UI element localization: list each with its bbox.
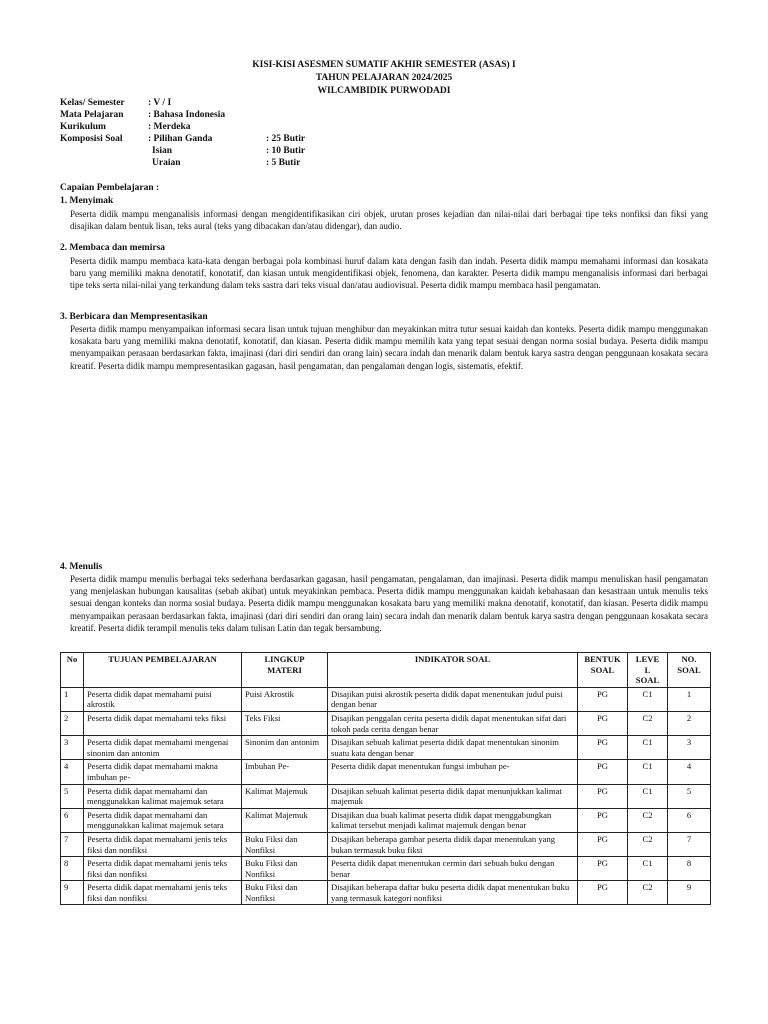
cell-lingkup: Puisi Akrostik	[242, 687, 328, 711]
cell-lingkup: Teks Fiksi	[242, 711, 328, 735]
kelas-value: : V / I	[148, 98, 172, 108]
cell-no-soal: 4	[668, 760, 711, 784]
cell-level: C2	[628, 711, 668, 735]
section-menulis-text: Peserta didik mampu menulis berbagai teks sederhana berdasarkan gagasan, hasil pengamatan, pengalaman, dan imajinasi. Peserta didik mampu menuliskan hasil pengamatan yang menjelaskan hubungan kausalitas (sebab akibat) untuk meyakinkan pembaca. Peserta didik mampu menggunakan kaidah kebahasaan dan kesastraan untuk menulis teks sesuai dengan konteks dan norma sosial budaya. Peserta didik mampu menggunakan kosakata baru yang memiliki makna denotatif, konotatif, dan kiasan. Peserta didik mampu menyampaikan perasaan berdasarkan fakta, imajinasi (dari diri sendiri dan orang lain) secara indah dan menarik dalam bentuk karya sastra dengan penggunaan kosakata secara kreatif. Peserta didik terampil menulis teks dalam tulisan Latin dan tegak bersambung.	[70, 574, 708, 633]
cell-bentuk: PG	[578, 711, 628, 735]
cell-level: C1	[628, 736, 668, 760]
cell-no: 1	[61, 687, 84, 711]
cell-no: 9	[61, 881, 84, 905]
section-membaca-heading: 2. Membaca dan memirsa	[60, 243, 166, 253]
cp-title: Capaian Pembelajaran :	[60, 183, 160, 193]
isian-label: Isian	[152, 146, 173, 156]
cell-lingkup: Kalimat Majemuk	[242, 808, 328, 832]
cell-lingkup: Sinonim dan antonim	[242, 736, 328, 760]
header-level: LEVE L SOAL	[628, 653, 668, 688]
header-tujuan: TUJUAN PEMBELAJARAN	[84, 653, 242, 688]
cell-bentuk: PG	[578, 857, 628, 881]
cell-level: C2	[628, 832, 668, 856]
cell-tujuan: Peserta didik dapat memahami jenis teks fiksi dan nonfiksi	[84, 881, 242, 905]
cell-indikator: Peserta didik dapat menentukan fungsi imbuhan pe-	[328, 760, 578, 784]
pg-value: : 25 Butir	[266, 134, 306, 144]
header-lingkup: LINGKUP MATERI	[242, 653, 328, 688]
cell-indikator: Disajikan sebuah kalimat peserta didik dapat menentukan sinonim suatu kata dengan benar	[328, 736, 578, 760]
cell-no: 5	[61, 784, 84, 808]
cell-no: 3	[61, 736, 84, 760]
doc-title-line1: KISI-KISI ASESMEN SUMATIF AKHIR SEMESTER (ASAS) I	[252, 60, 516, 70]
table-row	[61, 736, 711, 760]
uraian-value: : 5 Butir	[266, 158, 301, 168]
table-row	[61, 832, 711, 856]
cell-no: 2	[61, 711, 84, 735]
table-row	[61, 711, 711, 735]
cell-no: 4	[61, 760, 84, 784]
uraian-label: Uraian	[152, 158, 181, 168]
cell-lingkup: Buku Fiksi dan Nonfiksi	[242, 857, 328, 881]
table-row	[61, 857, 711, 881]
cell-no-soal: 1	[668, 687, 711, 711]
pg-label: : Pilihan Ganda	[148, 134, 213, 144]
doc-title-line2: TAHUN PELAJARAN 2024/2025	[315, 73, 453, 83]
cell-no-soal: 3	[668, 736, 711, 760]
header-no: No	[61, 653, 84, 688]
cell-tujuan: Peserta didik dapat memahami dan menggunakkan kalimat majemuk setara	[84, 808, 242, 832]
cell-tujuan: Peserta didik dapat memahami jenis teks fiksi dan nonfiksi	[84, 832, 242, 856]
cell-lingkup: Kalimat Majemuk	[242, 784, 328, 808]
cell-bentuk: PG	[578, 736, 628, 760]
section-berbicara-heading: 3. Berbicara dan Mempresentasikan	[60, 312, 208, 322]
section-menulis-heading: 4. Menulis	[60, 562, 103, 572]
cell-level: C2	[628, 808, 668, 832]
cell-indikator: Disajikan beberapa gambar peserta didik dapat menentukan yang bukan termasuk buku fiksi	[328, 832, 578, 856]
mapel-value: : Bahasa Indonesia	[148, 110, 226, 120]
cell-tujuan: Peserta didik dapat memahami dan menggunakkan kalimat majemuk setara	[84, 784, 242, 808]
cell-level: C1	[628, 857, 668, 881]
table-row	[61, 881, 711, 905]
table-row	[61, 760, 711, 784]
cell-no-soal: 7	[668, 832, 711, 856]
cell-level: C2	[628, 881, 668, 905]
cell-no-soal: 2	[668, 711, 711, 735]
cell-lingkup: Imbuhan Pe-	[242, 760, 328, 784]
cell-level: C1	[628, 784, 668, 808]
table-row	[61, 808, 711, 832]
table-row	[61, 784, 711, 808]
doc-title-line3: WILCAMBIDIK PURWODADI	[317, 86, 451, 96]
cell-no-soal: 5	[668, 784, 711, 808]
cell-bentuk: PG	[578, 808, 628, 832]
header-indikator: INDIKATOR SOAL	[328, 653, 578, 688]
section-menyimak-text: Peserta didik mampu menganalisis informasi dengan mengidentifikasikan ciri objek, urutan proses kejadian dan nilai-nilai dari berbagai tipe teks nonfiksi dan fiksi yang disajikan dalam bentuk lisan, teks aural (teks yang dibacakan dan/atau didengar), dan audio.	[70, 209, 708, 232]
header-no-soal: NO. SOAL	[668, 653, 711, 688]
cell-bentuk: PG	[578, 687, 628, 711]
cell-level: C1	[628, 760, 668, 784]
cell-no: 7	[61, 832, 84, 856]
cell-bentuk: PG	[578, 881, 628, 905]
cell-no-soal: 9	[668, 881, 711, 905]
cell-tujuan: Peserta didik dapat memahami jenis teks fiksi dan nonfiksi	[84, 857, 242, 881]
header-bentuk: BENTUK SOAL	[578, 653, 628, 688]
kelas-label: Kelas/ Semester	[60, 98, 125, 108]
cell-no-soal: 8	[668, 857, 711, 881]
cell-no: 6	[61, 808, 84, 832]
table-header-row	[61, 653, 711, 688]
cell-indikator: Disajikan sebuah kalimat peserta didik dapat menunjukkan kalimat majemuk	[328, 784, 578, 808]
cell-tujuan: Peserta didik dapat memahami mengenai sinonim dan antonim	[84, 736, 242, 760]
kurikulum-label: Kurikulum	[60, 122, 106, 132]
komposisi-label: Komposisi Soal	[60, 134, 123, 144]
cell-indikator: Disajikan puisi akrostik peserta didik dapat menentukan judul puisi dengan benar	[328, 687, 578, 711]
kurikulum-value: : Merdeka	[148, 122, 191, 132]
section-menyimak-heading: 1. Menyimak	[60, 196, 114, 206]
mapel-label: Mata Pelajaran	[60, 110, 124, 120]
section-berbicara-text: Peserta didik mampu menyampaikan informasi secara lisan untuk tujuan menghibur dan meyakinkan mitra tutur sesuai kaidah dan konteks. Peserta didik mampu menggunakan kosakata baru yang memiliki makna denotatif, konotatif, dan kiasan. Peserta didik mampu memilih kata yang tepat sesuai dengan norma sosial budaya. Peserta didik mampu menyampaikan perasaan berdasarkan fakta, imajinasi (dari diri sendiri dan orang lain) secara indah dan menarik dalam bentuk karya sastra dengan penggunaan kosakata secara kreatif. Peserta didik mampu mempresentasikan gagasan, hasil pengamatan, dan pengalaman dengan logis, sistematis, efektif.	[70, 324, 708, 371]
cell-tujuan: Peserta didik dapat memahami puisi akrostik	[84, 687, 242, 711]
cell-no: 8	[61, 857, 84, 881]
isian-value: : 10 Butir	[266, 146, 306, 156]
table-row	[61, 687, 711, 711]
cell-indikator: Peserta didik dapat menentukan cermin dari sebuah buku dengan benar	[328, 857, 578, 881]
cell-lingkup: Buku Fiksi dan Nonfiksi	[242, 881, 328, 905]
cell-bentuk: PG	[578, 760, 628, 784]
cell-tujuan: Peserta didik dapat memahami teks fiksi	[84, 711, 242, 735]
cell-lingkup: Buku Fiksi dan Nonfiksi	[242, 832, 328, 856]
kisi-kisi-table	[60, 652, 711, 905]
cell-level: C1	[628, 687, 668, 711]
cell-indikator: Disajikan penggalan cerita peserta didik dapat menentukan sifat dari tokoh pada cerita dengan benar	[328, 711, 578, 735]
section-membaca-text: Peserta didik mampu membaca kata-kata dengan berbagai pola kombinasi huruf dalam kata dengan fasih dan indah. Peserta didik mampu memahami informasi dan kosakata baru yang memiliki makna denotatif, konotatif, dan kiasan untuk mengidentifikasi objek, fenomena, dan karakter. Peserta didik mampu menganalisis informasi dari berbagai tipe teks serta nilai-nilai yang terkandung dalam teks sastra dari teks visual dan/atau audiovisual. Peserta didik mampu membaca hasil pengamatan.	[70, 256, 708, 291]
cell-bentuk: PG	[578, 832, 628, 856]
cell-tujuan: Peserta didik dapat memahami makna imbuhan pe-	[84, 760, 242, 784]
cell-indikator: Disajikan dua buah kalimat peserta didik dapat menggabungkan kalimat tersebut menjadi kalimat majemuk dengan benar	[328, 808, 578, 832]
cell-no-soal: 6	[668, 808, 711, 832]
cell-indikator: Disajikan beberapa daftar buku peserta didik dapat menentukan buku yang termasuk kategori nonfiksi	[328, 881, 578, 905]
cell-bentuk: PG	[578, 784, 628, 808]
